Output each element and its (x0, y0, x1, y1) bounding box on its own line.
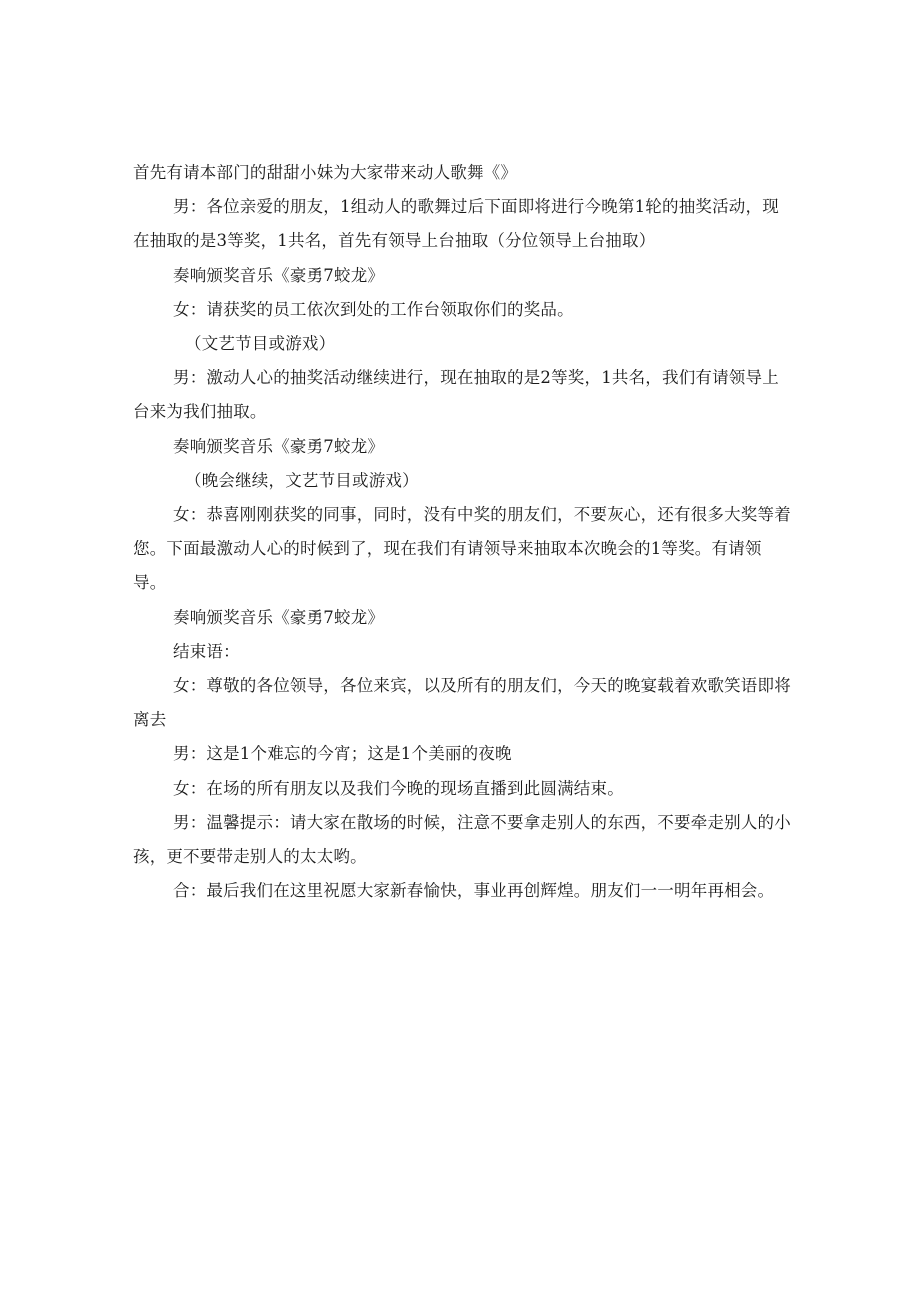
document-body (133, 156, 793, 908)
paragraph-stage-note-2: （晚会继续，文艺节目或游戏） (185, 470, 419, 490)
paragraph-male-reminder: 男：温馨提示：请大家在散场的时候，注意不要拿走别人的东西，不要牵走别人的小孩，更不要带走别人的太太哟。 (133, 812, 791, 867)
paragraph-female-broadcast-end: 女：在场的所有朋友以及我们今晚的现场直播到此圆满结束。 (173, 778, 624, 798)
paragraph-closing-heading: 结束语： (173, 641, 240, 661)
paragraph-joint-farewell: 合：最后我们在这里祝愿大家新春愉快，事业再创辉煌。朋友们一一明年再相会。 (173, 881, 775, 901)
paragraph-award-music-2: 奏响颁奖音乐《豪勇7蛟龙》 (173, 436, 385, 456)
paragraph-male-lottery-1: 男：各位亲爱的朋友，1组动人的歌舞过后下面即将进行今晚第1轮的抽奖活动，现在抽取的是3等奖，1共名，首先有领导上台抽取（分位领导上台抽取） (133, 197, 779, 251)
paragraph-female-closing: 女：尊敬的各位领导，各位来宾，以及所有的朋友们，今天的晚宴载着欢歌笑语即将离去 (133, 676, 791, 730)
paragraph-female-first-prize: 女：恭喜刚刚获奖的同事，同时，没有中奖的朋友们，不要灰心，还有很多大奖等着您。下面最激动人心的时候到了，现在我们有请领导来抽取本次晚会的1等奖。有请领导。 (133, 505, 791, 593)
paragraph-opening: 首先有请本部门的甜甜小妹为大家带来动人歌舞《》 (133, 163, 518, 182)
paragraph-award-music-3: 奏响颁奖音乐《豪勇7蛟龙》 (173, 607, 385, 627)
paragraph-male-closing: 男：这是1个难忘的今宵；这是1个美丽的夜晚 (173, 744, 512, 764)
paragraph-female-claim-prize: 女：请获奖的员工依次到处的工作台领取你们的奖品。 (173, 299, 574, 319)
paragraph-male-lottery-2: 男：激动人心的抽奖活动继续进行，现在抽取的是2等奖，1共名，我们有请领导上台来为我们抽取。 (133, 368, 779, 422)
paragraph-award-music-1: 奏响颁奖音乐《豪勇7蛟龙》 (173, 265, 385, 285)
paragraph-stage-note-1: （文艺节目或游戏） (185, 334, 336, 354)
